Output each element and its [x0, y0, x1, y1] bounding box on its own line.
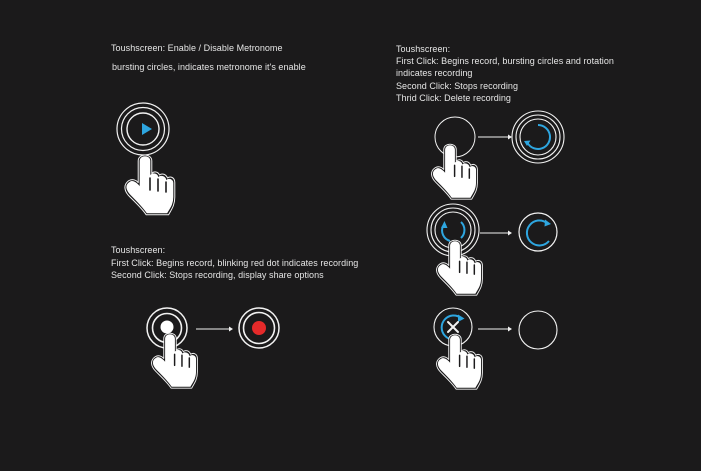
metronome-title: Toushscreen: Enable / Disable Metronome: [111, 43, 283, 53]
record-rotation-deleted[interactable]: [519, 311, 557, 349]
metronome-play-button[interactable]: [117, 103, 169, 155]
record-rotation-line: First Click: Begins record, bursting circles and rotation: [396, 56, 614, 67]
record-rotation-active[interactable]: [512, 111, 564, 163]
record-rotation-line: Thrid Click: Delete recording: [396, 92, 511, 103]
pointing-hand-icon: [437, 240, 483, 295]
record-rotation-line: indicates recording: [396, 68, 473, 79]
record-rotation-stopped[interactable]: [519, 213, 557, 251]
record-button-recording[interactable]: [239, 308, 279, 348]
close-x-icon: [448, 322, 458, 332]
rotate-arc-icon: [524, 125, 550, 149]
refresh-arc-icon: [527, 220, 551, 246]
record-rotation-line: Second Click: Stops recording: [396, 80, 519, 91]
record-simple-line: Toushscreen:: [111, 245, 166, 255]
pointing-hand-icon: [125, 155, 175, 215]
arrow-right-icon: [480, 231, 512, 236]
play-icon: [142, 123, 152, 135]
white-dot-icon: [161, 321, 174, 334]
pointing-hand-icon: [437, 334, 483, 389]
pointing-hand-icon: [152, 333, 198, 388]
record-simple-line: First Click: Begins record, blinking red dot indicates recording: [111, 257, 359, 268]
rotate-arc-icon: [441, 221, 464, 241]
record-simple-line: Second Click: Stops recording, display share options: [111, 270, 324, 280]
arrow-right-icon: [478, 327, 512, 332]
empty-circle-icon: [519, 311, 557, 349]
arrow-right-icon: [196, 327, 233, 332]
pointing-hand-icon: [432, 144, 478, 199]
metronome-description: bursting circles, indicates metronome it's enable: [112, 62, 306, 72]
red-dot-icon: [252, 321, 266, 335]
record-rotation-line: Toushscreen:: [396, 44, 451, 54]
arrow-right-icon: [478, 135, 512, 140]
burst-ring-middle: [516, 115, 560, 159]
